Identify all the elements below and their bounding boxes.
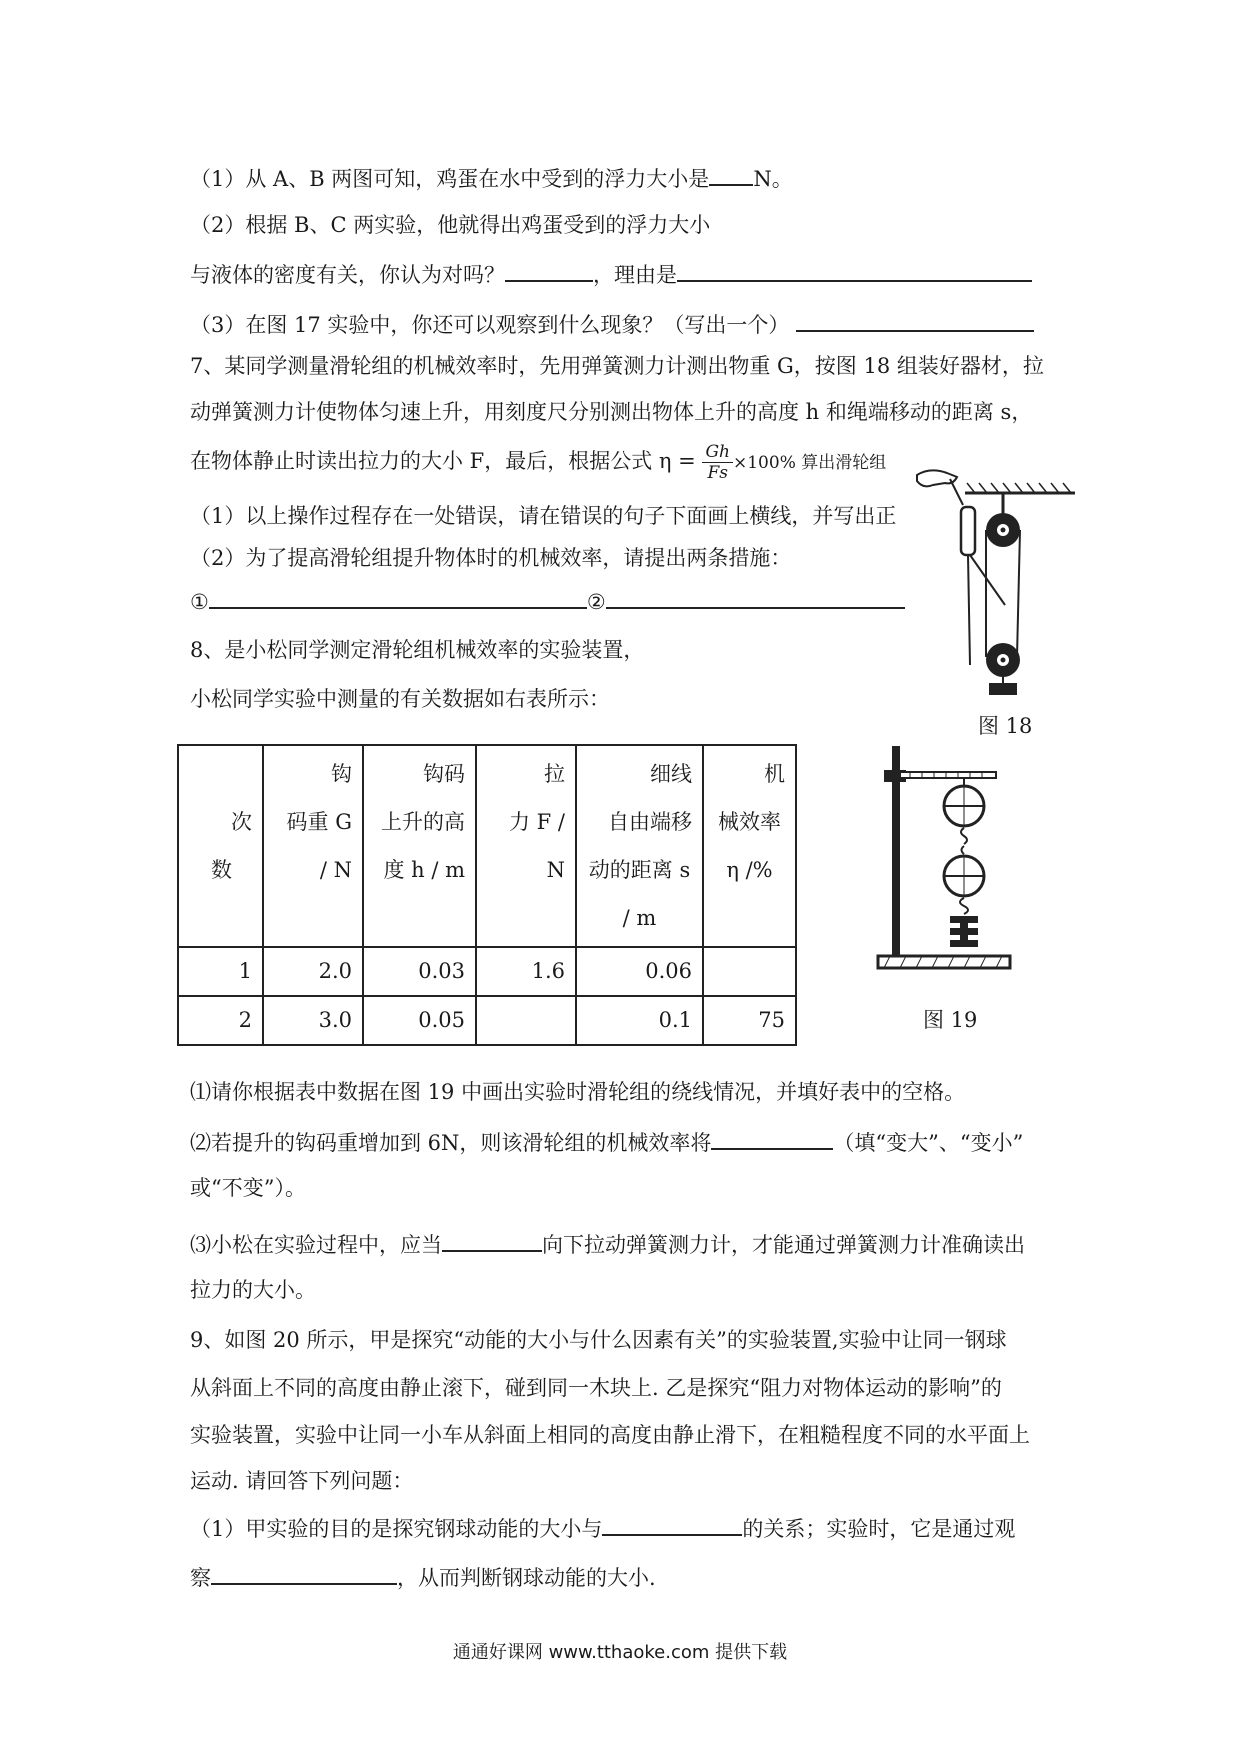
q7-line1: 7、某同学测量滑轮组的机械效率时，先用弹簧测力计测出物重 G，按图 18 组装好器材，拉 <box>190 354 1044 378</box>
answer-blank[interactable] <box>442 1228 542 1252</box>
table-header-row <box>178 745 796 947</box>
table-cell: 0.03 <box>363 947 476 996</box>
table-cell: 1 <box>178 947 263 996</box>
q7-sub2: （2）为了提高滑轮组提升物体时的机械效率，请提出两条措施： <box>190 546 792 570</box>
answer-blank[interactable] <box>709 162 753 186</box>
header-height: 钩码 上升的高 度 h / m <box>363 745 476 947</box>
pulley-figure-18 <box>905 455 1080 695</box>
table-cell: 0.06 <box>576 947 703 996</box>
q6-part2-line2: 与液体的密度有关，你认为对吗？ ，理由是 <box>190 258 1032 290</box>
q8-sub3-cont: 拉力的大小。 <box>190 1278 316 1302</box>
q9-line2: 从斜面上不同的高度由静止滚下，碰到同一木块上. 乙是探究“阻力对物体运动的影响”的 <box>190 1376 1002 1400</box>
table-cell-blank[interactable] <box>703 947 796 996</box>
q7-sub1: （1）以上操作过程存在一处错误，请在错误的句子下面画上横线，并写出正 <box>190 504 897 528</box>
table-cell: 75 <box>703 996 796 1045</box>
table-cell-blank[interactable] <box>476 996 576 1045</box>
table-row <box>178 996 796 1045</box>
q9-line4: 运动. 请回答下列问题： <box>190 1469 414 1493</box>
table-cell: 0.05 <box>363 996 476 1045</box>
efficiency-formula: $\frac{Gh}{Fs}$ <box>702 442 733 483</box>
q7-line3: 在物体静止时读出拉力的大小 F，最后，根据公式 η = $\frac{Gh}{Fs}$ ×100% 算出滑轮组 <box>190 442 887 483</box>
table-row <box>178 947 796 996</box>
q6-part3: （3）在图 17 实验中，你还可以观察到什么现象？（写出一个） <box>190 308 1034 340</box>
table-cell: 2.0 <box>263 947 363 996</box>
table-cell: 1.6 <box>476 947 576 996</box>
q9-sub1: （1）甲实验的目的是探究钢球动能的大小与 的关系；实验时，它是通过观 <box>190 1512 1015 1544</box>
pulley-stand-figure-19 <box>870 742 1020 974</box>
answer-blank-measure-1[interactable] <box>209 585 587 609</box>
table-cell: 0.1 <box>576 996 703 1045</box>
q6-part2-line1: （2）根据 B、C 两实验，他就得出鸡蛋受到的浮力大小 <box>190 213 711 237</box>
q8-sub2: ⑵若提升的钩码重增加到 6N，则该滑轮组的机械效率将 （填“变大”、“变小” <box>190 1126 1023 1158</box>
q7-measures: ① ② <box>190 585 918 617</box>
page-footer: 通通好课网 www.tthaoke.com 提供下载 <box>452 1642 788 1663</box>
answer-blank[interactable] <box>796 308 1034 332</box>
q8-line1: 8、是小松同学测定滑轮组机械效率的实验装置， <box>190 638 645 662</box>
q6-part1: （1）从 A、B 两图可知，鸡蛋在水中受到的浮力大小是 N。 <box>190 162 793 194</box>
q8-sub2-cont: 或“不变”）。 <box>190 1176 306 1200</box>
answer-blank[interactable] <box>505 258 593 282</box>
q8-sub1: ⑴请你根据表中数据在图 19 中画出实验时滑轮组的绕线情况，并填好表中的空格。 <box>190 1080 966 1104</box>
header-force: 拉 力 F / N <box>476 745 576 947</box>
header-trials: 次 数 <box>178 745 263 947</box>
answer-blank-measure-2[interactable] <box>606 585 918 609</box>
q7-line2: 动弹簧测力计使物体匀速上升，用刻度尺分别测出物体上升的高度 h 和绳端移动的距离 s， <box>190 400 1033 424</box>
measurement-table <box>177 744 797 1046</box>
header-weight: 钩 码重 G / N <box>263 745 363 947</box>
figure-18-caption: 图 18 <box>978 714 1033 738</box>
q9-line1: 9、如图 20 所示，甲是探究“动能的大小与什么因素有关”的实验装置,实验中让同一钢球 <box>190 1328 1007 1352</box>
header-efficiency: 机 械效率 η /% <box>703 745 796 947</box>
table-cell: 2 <box>178 996 263 1045</box>
q8-line2: 小松同学实验中测量的有关数据如右表所示： <box>190 687 610 711</box>
q9-line3: 实验装置，实验中让同一小车从斜面上相同的高度由静止滑下，在粗糙程度不同的水平面上 <box>190 1423 1030 1447</box>
header-distance: 细线 自由端移 动的距离 s / m <box>576 745 703 947</box>
figure-19-caption: 图 19 <box>923 1008 978 1032</box>
answer-blank[interactable] <box>711 1126 833 1150</box>
table-cell: 3.0 <box>263 996 363 1045</box>
q8-sub3: ⑶小松在实验过程中，应当 向下拉动弹簧测力计，才能通过弹簧测力计准确读出 <box>190 1228 1025 1260</box>
answer-blank[interactable] <box>677 258 1032 282</box>
answer-blank[interactable] <box>211 1561 397 1585</box>
answer-blank[interactable] <box>602 1512 742 1536</box>
q9-sub1-cont: 察 ，从而判断钢球动能的大小. <box>190 1561 656 1593</box>
